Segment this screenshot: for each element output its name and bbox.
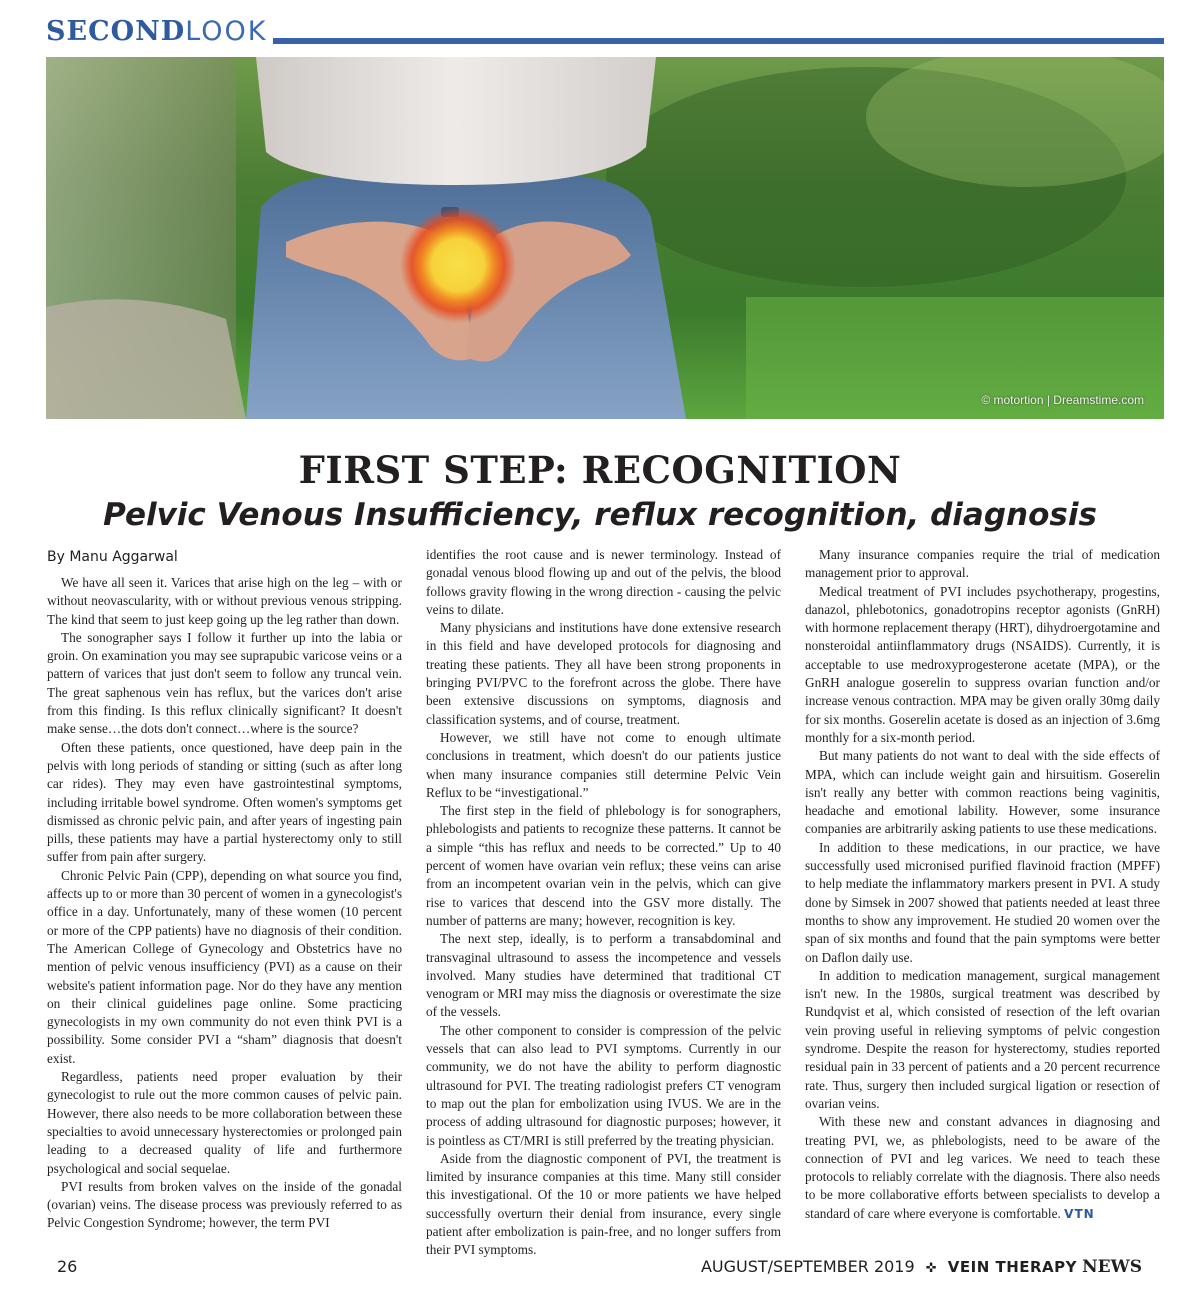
article-column-3	[805, 546, 1160, 1223]
issue-footer	[701, 1257, 1142, 1277]
photo-credit: © motortion | Dreamstime.com	[981, 393, 1144, 407]
paragraph: The sonographer says I follow it further up into the labia or groin. On examination you may see suprapubic varicose veins or a pattern of varices that just don't seem to follow any truncal vein. The great saphenous vein has reflux, but the varices don't arise from this finding. Is this reflux clinically significant? It doesn't make sense…the dots don't connect…where is the source?	[47, 629, 402, 737]
paragraph: Often these patients, once questioned, have deep pain in the pelvis with long periods of standing or sitting (such as after long car rides). They may even have gastrointestinal symptoms, including irritable bowel syndrome. Often women's symptoms get dismissed as chronic pelvic pain, and after years of ingesting pain pills, these patients may have a partial hysterectomy only to still suffer from pain after surgery.	[47, 739, 402, 865]
paragraph: Regardless, patients need proper evaluation by their gynecologist to rule out the more common causes of pelvic pain. However, there also needs to be more collaboration between these specialties to avoid unnecessary hysterectomies or prolonged pain leading to a decreased quality of life and furthermore psychological and social sequelae.	[47, 1069, 402, 1176]
end-mark: VTN	[1064, 1206, 1095, 1221]
paragraph: We have all seen it. Varices that arise high on the leg – with or without neovascularity, with or without previous venous stripping. The kind that seem to just keep going up the leg rather than down.	[47, 575, 402, 627]
byline: By Manu Aggarwal	[47, 549, 178, 565]
paragraph: Many physicians and institutions have done extensive research in this field and have developed protocols for diagnosing and treating these patients. They all have been strong proponents in bringing PVI/PVC to the forefront across the globe. There have been extensive discussions on symptoms, diagnosis and classification systems, and of course, treatment.	[426, 620, 781, 727]
paragraph-last	[805, 1113, 1160, 1223]
magazine-name-news: NEWS	[1082, 1257, 1142, 1277]
paragraph: Chronic Pelvic Pain (CPP), depending on what source you find, affects up to or more than 30 percent of women in a gynecologist's office in a day. Unfortunately, many of these women (10 percent or more of the CPP patients) have no diagnosis of their condition. The American College of Gynecology and Obstetrics have no mention of pelvic venous insufficiency (PVI) as a cause on their website's patient information page. Nor do they have any mention on their clinical guidelines page online. Some practicing gynecologists in my own community do not even think PVI is a possibility. Some consider PVI a “sham” diagnosis that doesn't exist.	[47, 867, 402, 1066]
pain-glow-icon	[400, 207, 516, 323]
paragraph: In addition to medication management, surgical management isn't new. In the 1980s, surgical treatment was described by Rundqvist et al, which consisted of resection of the left ovarian vein proving useful in relieving symptoms of pelvic congestion syndrome. Despite the reason for hysterectomy, studies reported residual pain in 33 percent of patients and a 20 percent recurrence rate. Thus, surgery then included surgical ligation or resection of ovarian veins.	[805, 967, 1160, 1111]
paragraph: However, we still have not come to enough ultimate conclusions in treatment, which doesn't do our patients justice when many insurance companies still determine Pelvic Vein Reflux to be “investigational.”	[426, 729, 781, 800]
paragraph: PVI results from broken valves on the inside of the gonadal (ovarian) veins. The disease process was previously referred to as Pelvic Congestion Syndrome; however, the term PVI	[47, 1178, 402, 1231]
hero-photo	[46, 57, 1164, 419]
separator-icon: ✜	[925, 1261, 937, 1276]
paragraph: But many patients do not want to deal with the side effects of MPA, which can include weight gain and hirsuitism. Goserelin isn't really any better with common reactions being vaginitis, headache and emotional lability. However, some insurance companies are arbitrarily asking patients to use these medications.	[805, 748, 1160, 837]
paragraph: Aside from the diagnostic component of PVI, the treatment is limited by insurance companies at this time. Many still consider this investigational. Of the 10 or more patients we have helped successfully overturn their denial from insurance, every single patient after embolization is pain-free, and no longer suffers from their PVI symptoms.	[426, 1150, 781, 1258]
paragraph: identifies the root cause and is newer terminology. Instead of gonadal venous blood flowing up and out of the pelvis, the blood follows gravity flowing in the wrong direction - causing the pelvic veins to dilate.	[426, 547, 781, 617]
magazine-name: VEIN THERAPY	[947, 1258, 1078, 1276]
article-column-2	[426, 546, 781, 1260]
article-column-1	[47, 546, 402, 1233]
paragraph: In addition to these medications, in our practice, we have successfully used micronised purified flavinoid fraction (MPFF) to help mediate the inflammatory markers present in PVI. A study done by Simsek in 2007 showed that patients needed at least three months to show any improvement. He studied 20 women over the span of six months and found that the pain symptoms were better on Daflon daily use.	[805, 839, 1160, 965]
headline: FIRST STEP: RECOGNITION	[298, 448, 902, 492]
paragraph-text: With these new and constant advances in diagnosing and treating PVI, we, as phlebologists, need to be aware of the connection of PVI and leg varices. We need to teach these protocols to reliably correlate with the diagnosis. There also needs to be more collaborative efforts between specialists to develop a standard of care where everyone is comfortable.	[805, 1114, 1160, 1221]
paragraph: The other component to consider is compression of the pelvic vessels that can also lead to PVI symptoms. Currently in our community, we do not have the ability to perform diagnostic ultrasound for PVI. The treating radiologist prefers CT venogram to map out the plan for embolization using IVUS. We are in the process of adding ultrasound for diagnostic purposes; however, it is pointless as CT/MRI is still preferred by the treating physician.	[426, 1022, 781, 1148]
issue-date: AUGUST/SEPTEMBER 2019	[700, 1257, 915, 1276]
section-label: SECONDLOOK	[46, 16, 268, 47]
woman-torso-photo	[46, 57, 1164, 419]
page-number: 26	[57, 1257, 78, 1276]
section-rule	[273, 38, 1164, 44]
subhead: Pelvic Venous Insufficiency, reflux recognition, diagnosis	[103, 497, 1097, 533]
paragraph: Medical treatment of PVI includes psychotherapy, progestins, danazol, phlebotonics, gonadotropins receptor agonists (GnRH) with hormone replacement therapy (HRT), dihydroergotamine and nonsteroidal antiinflammatory drugs (NSAIDS). Currently, it is acceptable to use medroxyprogesterone acetate (MPA), or the GnRH analogue goserelin to suppress ovarian function and/or increase venous contraction. MPA may be given orally 30mg daily for six months. Goserelin acetate is dosed as an injection of 3.6mg monthly for a six-month period.	[805, 583, 1160, 745]
section-header	[46, 14, 1164, 54]
paragraph: The first step in the field of phlebology is for sonographers, phlebologists and patients to recognize these patterns. It cannot be a simple “this has reflux and needs to be corrected.” Up to 40 percent of women have ovarian vein reflux; these veins can arise from an incompetent ovarian vein in the pelvis, which can give rise to varices that descend into the GSV more distally. The number of patterns are many; however, recognition is key.	[426, 803, 781, 928]
paragraph: Many insurance companies require the trial of medication management prior to approval.	[805, 547, 1160, 581]
paragraph: The next step, ideally, is to perform a transabdominal and transvaginal ultrasound to assess the incompetence and vessels involved. Many studies have determined that traditional CT venogram or MRI may miss the diagnosis or overestimate the size of the vessels.	[426, 931, 781, 1020]
